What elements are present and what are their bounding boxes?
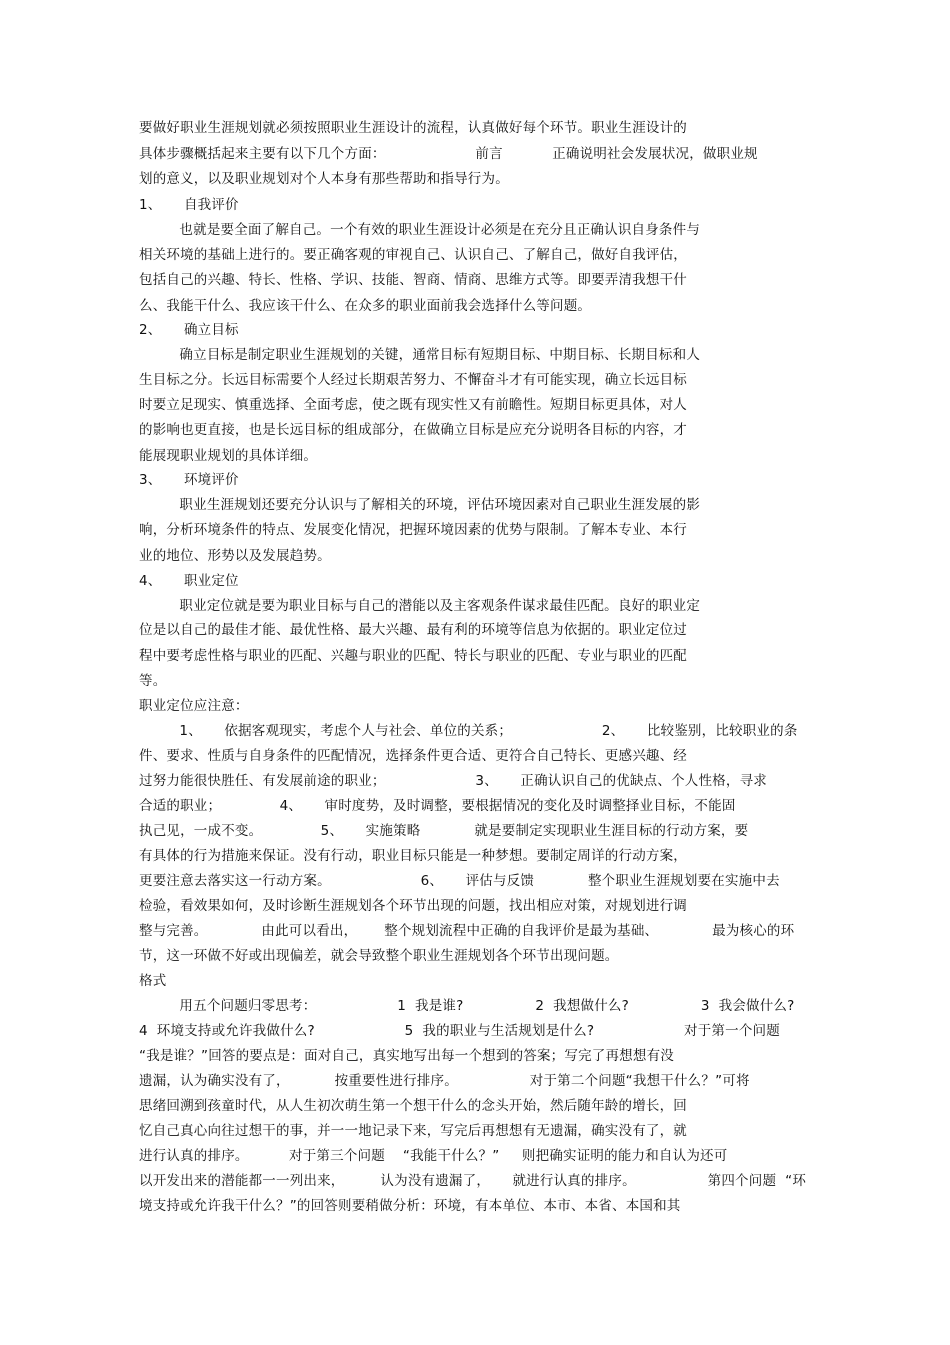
text-line: 整与完善。 由此可以看出， 整个规划流程中正确的自我评价是最为基础、 最为核心的环 xyxy=(139,923,795,939)
text-line: 4、 职业定位 xyxy=(139,573,239,589)
text-line: 遗漏，认为确实没有了， 按重要性进行排序。 对于第二个问题“我想干什么？”可将 xyxy=(139,1073,750,1089)
text-line: 具体步骤概括起来主要有以下几个方面： 前言 正确说明社会发展状况，做职业规 xyxy=(139,146,758,162)
text-line: 境支持或允许我干什么？”的回答则要稍做分析：环境，有本单位、本市、本省、本国和其 xyxy=(139,1198,681,1214)
text-line: 2、 确立目标 xyxy=(139,322,239,338)
text-line: 件、要求、性质与自身条件的匹配情况，选择条件更合适、更符合自己特长、更感兴趣、经 xyxy=(139,748,687,764)
text-line: 1、 依据客观现实，考虑个人与社会、单位的关系； 2、 比较鉴别，比较职业的条 xyxy=(139,723,798,739)
text-line: “我是谁？”回答的要点是：面对自己，真实地写出每一个想到的答案；写完了再想想有没 xyxy=(139,1048,674,1064)
text-line: 等。 xyxy=(139,673,167,689)
text-line: 职业定位就是要为职业目标与自己的潜能以及主客观条件谋求最佳匹配。良好的职业定 xyxy=(139,598,701,614)
text-line: 忆自己真心向往过想干的事，并一一地记录下来，写完后再想想有无遗漏，确实没有了，就 xyxy=(139,1123,687,1139)
text-line: 响，分析环境条件的特点、发展变化情况，把握环境因素的优势与限制。了解本专业、本行 xyxy=(139,522,687,538)
text-line: 节，这一环做不好或出现偏差，就会导致整个职业生涯规划各个环节出现问题。 xyxy=(139,948,619,964)
text-line: 位是以自己的最佳才能、最优性格、最大兴趣、最有利的环境等信息为依据的。职业定位过 xyxy=(139,622,687,638)
text-line: 么、我能干什么、我应该干什么、在众多的职业面前我会选择什么等问题。 xyxy=(139,298,592,314)
text-line: 时要立足现实、慎重选择、全面考虑，使之既有现实性又有前瞻性。短期目标更具体，对人 xyxy=(139,397,687,413)
text-line: 相关环境的基础上进行的。要正确客观的审视自己、认识自己、了解自己，做好自我评估， xyxy=(139,247,687,263)
text-line: 格式 xyxy=(139,973,167,989)
text-line: 能展现职业规划的具体详细。 xyxy=(139,448,318,464)
text-line: 职业定位应注意： xyxy=(139,698,249,714)
text-line: 3、 环境评价 xyxy=(139,472,239,488)
text-line: 职业生涯规划还要充分认识与了解相关的环境，评估环境因素对自己职业生涯发展的影 xyxy=(139,497,701,513)
text-line: 确立目标是制定职业生涯规划的关键，通常目标有短期目标、中期目标、长期目标和人 xyxy=(139,347,701,363)
text-line: 包括自己的兴趣、特长、性格、学识、技能、智商、情商、思维方式等。即要弄清我想干什 xyxy=(139,272,687,288)
text-line: 生目标之分。长远目标需要个人经过长期艰苦努力、不懈奋斗才有可能实现，确立长远目标 xyxy=(139,372,687,388)
text-line: 检验，看效果如何，及时诊断生涯规划各个环节出现的问题，找出相应对策，对规划进行调 xyxy=(139,898,687,914)
text-line: 业的地位、形势以及发展趋势。 xyxy=(139,548,331,564)
text-line: 划的意义，以及职业规划对个人本身有那些帮助和指导行为。 xyxy=(139,171,509,187)
text-line: 思绪回溯到孩童时代，从人生初次萌生第一个想干什么的念头开始，然后随年龄的增长，回 xyxy=(139,1098,687,1114)
text-line: 要做好职业生涯规划就必须按照职业生涯设计的流程，认真做好每个环节。职业生涯设计的 xyxy=(139,120,687,136)
text-line: 用五个问题归零思考： 1 我是谁? 2 我想做什么? 3 我会做什么? xyxy=(139,998,795,1014)
text-line: 也就是要全面了解自己。一个有效的职业生涯设计必须是在充分且正确认识自身条件与 xyxy=(139,222,701,238)
text-line: 程中要考虑性格与职业的匹配、兴趣与职业的匹配、特长与职业的匹配、专业与职业的匹配 xyxy=(139,648,687,664)
text-line: 过努力能很快胜任、有发展前途的职业； 3、 正确认识自己的优缺点、个人性格，寻求 xyxy=(139,773,767,789)
text-line: 以开发出来的潜能都一一列出来， 认为没有遗漏了， 就进行认真的排序。 第四个问题 “环 xyxy=(139,1173,807,1189)
text-line: 合适的职业； 4、 审时度势，及时调整，要根据情况的变化及时调整择业目标，不能固 xyxy=(139,798,736,814)
text-line: 4 环境支持或允许我做什么? 5 我的职业与生活规划是什么? 对于第一个问题 xyxy=(139,1023,780,1039)
text-line: 1、 自我评价 xyxy=(139,197,239,213)
text-line: 执己见，一成不变。 5、 实施策略 就是要制定实现职业生涯目标的行动方案，要 xyxy=(139,823,749,839)
text-line: 的影响也更直接，也是长远目标的组成部分，在做确立目标是应充分说明各目标的内容，才 xyxy=(139,422,687,438)
text-line: 进行认真的排序。 对于第三个问题 “我能干什么？” 则把确实证明的能力和自认为还可 xyxy=(139,1148,728,1164)
text-line: 更要注意去落实这一行动方案。 6、 评估与反馈 整个职业生涯规划要在实施中去 xyxy=(139,873,780,889)
text-line: 有具体的行为措施来保证。没有行动，职业目标只能是一种梦想。要制定周详的行动方案， xyxy=(139,848,687,864)
